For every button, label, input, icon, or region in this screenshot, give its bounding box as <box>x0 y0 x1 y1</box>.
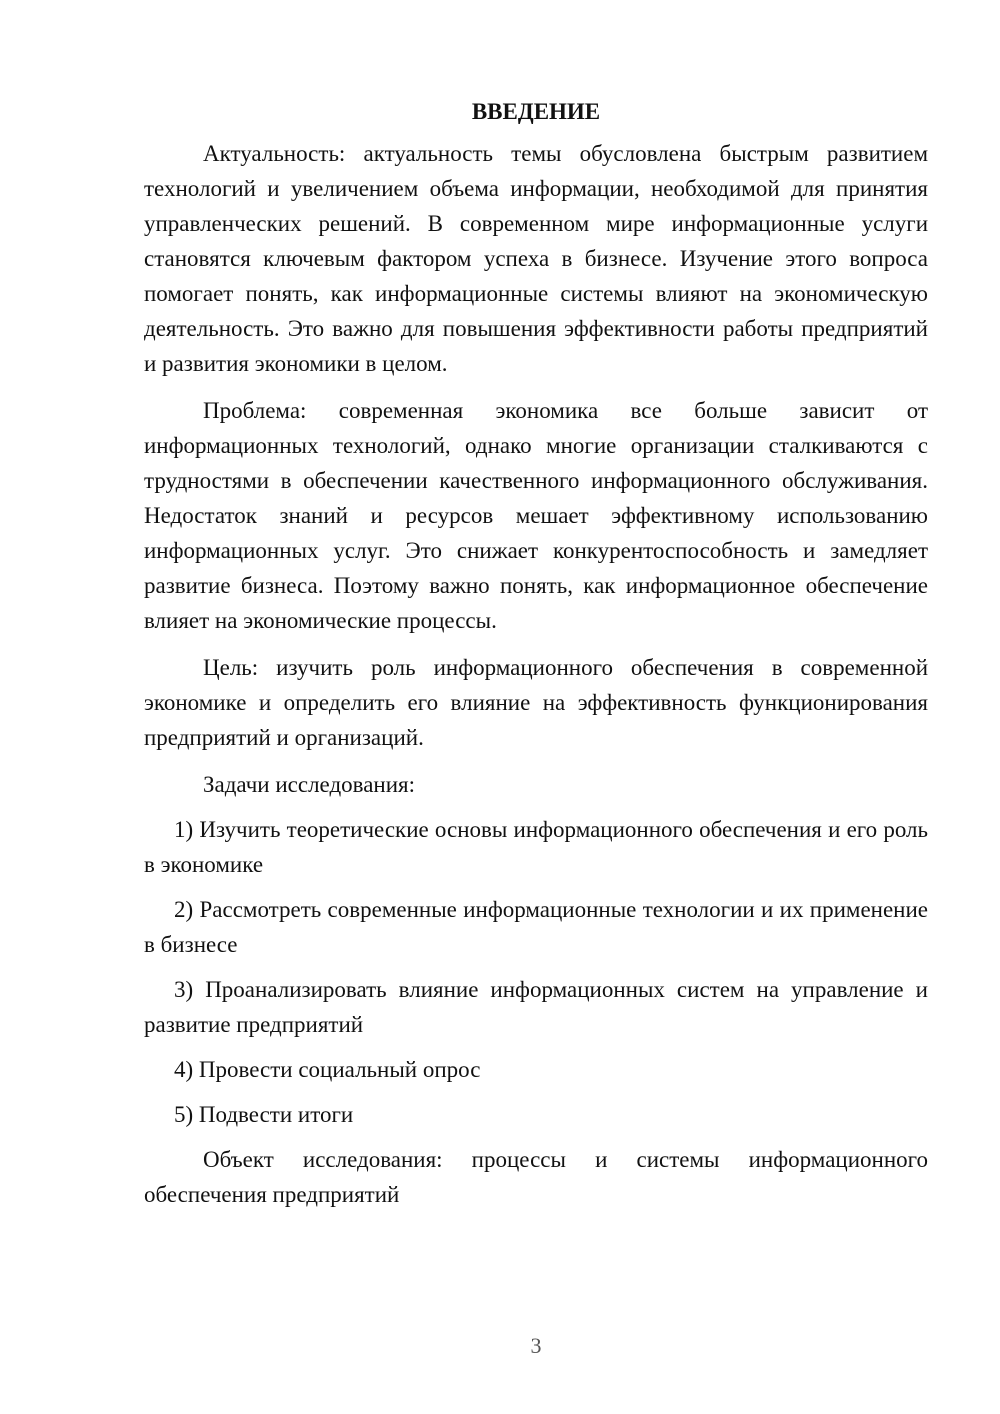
tasks-heading: Задачи исследования: <box>203 772 416 797</box>
page-number: 3 <box>530 1333 542 1358</box>
object-paragraph: Объект исследования: процессы и системы информационного обеспечения предприятий <box>144 1147 928 1207</box>
task-item: 3) Проанализировать влияние информационных систем на управление и развитие предприятий <box>144 977 928 1037</box>
relevance-paragraph: Актуальность: актуальность темы обусловлена быстрым развитием технологий и увеличением объема информации, необходимой для принятия управленческих решений. В современном мире информационные услуги становятся ключевым фактором успеха в бизнесе. Изучение этого вопроса помогает понять, как информационные системы влияют на экономическую деятельность. Это важно для повышения эффективности работы предприятий и развития экономики в целом. <box>144 141 928 376</box>
task-item: 5) Подвести итоги <box>174 1102 354 1127</box>
page-content <box>144 94 928 1224</box>
task-item: 1) Изучить теоретические основы информационного обеспечения и его роль в экономике <box>144 817 928 877</box>
task-item: 4) Провести социальный опрос <box>174 1057 481 1082</box>
problem-paragraph: Проблема: современная экономика все больше зависит от информационных технологий, однако многие организации сталкиваются с трудностями в обеспечении качественного информационного обслуживания. Недостаток знаний и ресурсов мешает эффективному использованию информационных услуг. Это снижает конкурентоспособность и замедляет развитие бизнеса. Поэтому важно понять, как информационное обеспечение влияет на экономические процессы. <box>144 398 928 633</box>
goal-paragraph: Цель: изучить роль информационного обеспечения в современной экономике и определить его влияние на эффективность функционирования предприятий и организаций. <box>144 655 928 750</box>
task-item: 2) Рассмотреть современные информационные технологии и их применение в бизнесе <box>144 897 928 957</box>
section-title: ВВЕДЕНИЕ <box>471 99 601 124</box>
